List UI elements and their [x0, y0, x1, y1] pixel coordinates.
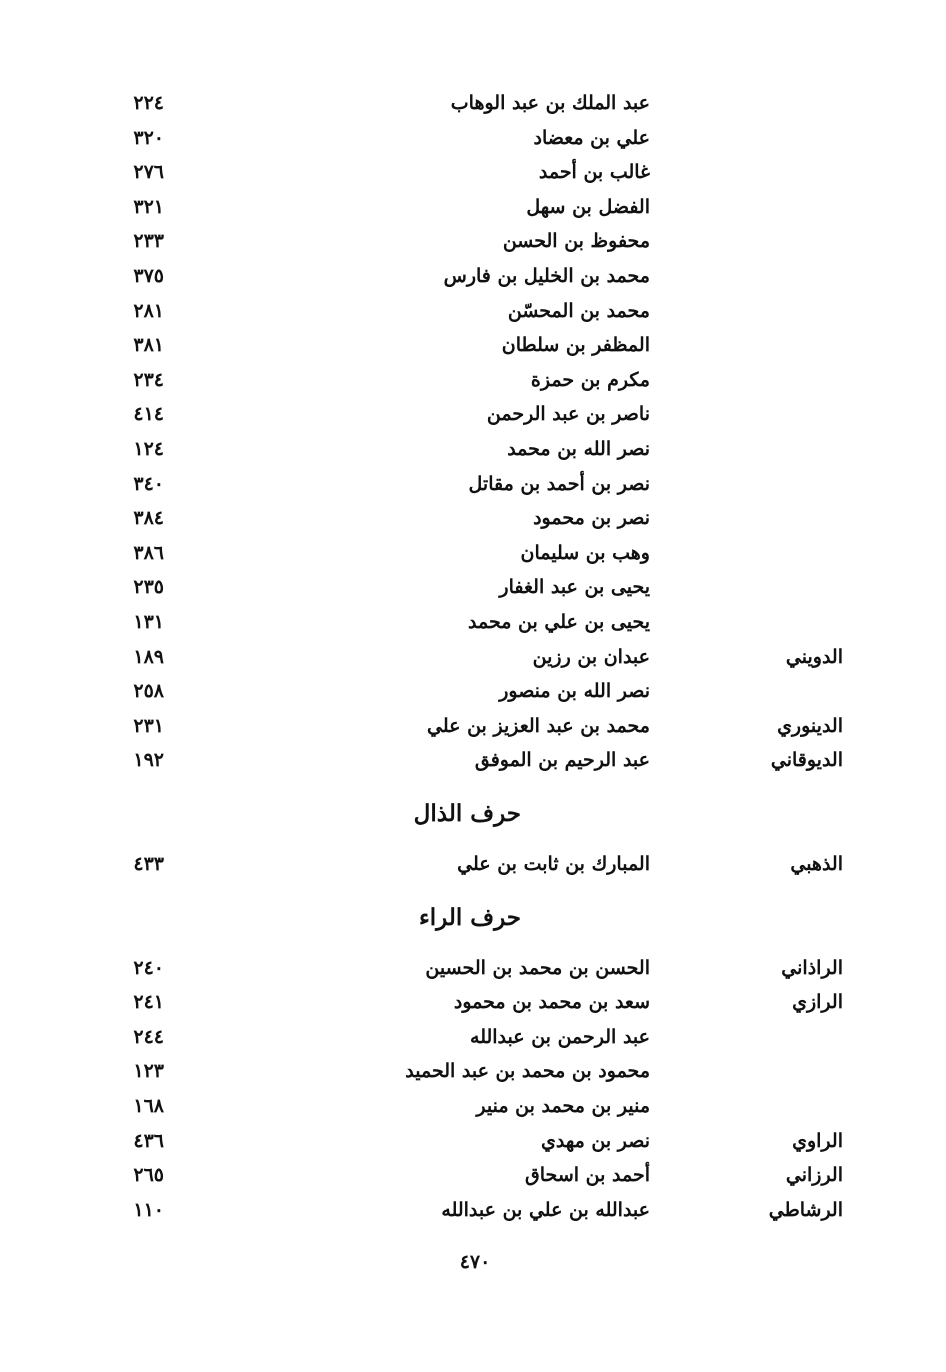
- index-entry: [0, 951, 946, 985]
- entry-name: نصر بن محمود: [533, 507, 650, 529]
- entry-page-number: ٢٣٣: [133, 230, 164, 252]
- index-entry: [0, 743, 946, 777]
- index-entry: [0, 985, 946, 1019]
- entry-name: الحسن بن محمد بن الحسين: [425, 957, 650, 979]
- section-heading: حرف الذال: [413, 800, 521, 827]
- entry-nisba: الذهبي: [790, 853, 843, 875]
- index-entry: [0, 605, 946, 639]
- index-entry: [0, 294, 946, 328]
- index-entry: [0, 190, 946, 224]
- entry-name: وهب بن سليمان: [520, 542, 650, 564]
- entry-nisba: الراوي: [792, 1130, 843, 1152]
- index-entry: [0, 397, 946, 431]
- entry-page-number: ٤٣٣: [133, 853, 164, 875]
- index-entry: [0, 1054, 946, 1088]
- entry-nisba: الراذاني: [781, 957, 843, 979]
- entry-name: عبد الملك بن عبد الوهاب: [450, 92, 650, 114]
- index-entry: [0, 1020, 946, 1054]
- entry-page-number: ٢٢٤: [133, 92, 164, 114]
- index-entry: [0, 847, 946, 881]
- entry-page-number: ٣٨٤: [133, 507, 164, 529]
- entry-page-number: ١٣١: [133, 611, 164, 633]
- index-entry: [0, 432, 946, 466]
- entry-name: محمد بن الخليل بن فارس: [443, 265, 650, 287]
- entry-name: نصر بن مهدي: [540, 1130, 650, 1152]
- entry-name: ناصر بن عبد الرحمن: [486, 403, 650, 425]
- entry-name: أحمد بن اسحاق: [525, 1164, 650, 1186]
- entry-page-number: ٢٥٨: [133, 680, 164, 702]
- index-entry: [0, 363, 946, 397]
- index-entry: [0, 86, 946, 120]
- entry-page-number: ١٨٩: [133, 646, 164, 668]
- entry-name: غالب بن أحمد: [538, 161, 650, 183]
- entry-page-number: ٢٤١: [133, 991, 164, 1013]
- entry-page-number: ١٢٤: [133, 438, 164, 460]
- entry-page-number: ١٦٨: [133, 1095, 164, 1117]
- entry-nisba: الرزاني: [785, 1164, 843, 1186]
- entry-name: محفوظ بن الحسن: [502, 230, 650, 252]
- index-entry: [0, 536, 946, 570]
- entry-name: عبدان بن رزين: [532, 646, 650, 668]
- entry-page-number: ٢٧٦: [133, 161, 164, 183]
- entry-nisba: الرشاطي: [768, 1199, 843, 1221]
- entry-page-number: ٢٨١: [133, 300, 164, 322]
- index-entry: [0, 1124, 946, 1158]
- entry-page-number: ٣٧٥: [133, 265, 164, 287]
- index-entry: [0, 570, 946, 604]
- section-heading: حرف الراء: [418, 904, 521, 931]
- entry-name: علي بن معضاد: [533, 127, 650, 149]
- entry-name: محمد بن عبد العزيز بن علي: [427, 715, 650, 737]
- entry-name: الفضل بن سهل: [526, 196, 650, 218]
- entry-name: محمود بن محمد بن عبد الحميد: [405, 1060, 650, 1082]
- entry-nisba: الرازي: [792, 991, 843, 1013]
- index-entry: [0, 501, 946, 535]
- index-entry: [0, 640, 946, 674]
- entry-name: المبارك بن ثابت بن علي: [457, 853, 650, 875]
- entry-page-number: ٣٤٠: [133, 473, 164, 495]
- entry-page-number: ٤١٤: [133, 403, 164, 425]
- entry-page-number: ١١٠: [133, 1199, 164, 1221]
- index-entry: [0, 1158, 946, 1192]
- entry-page-number: ٢٤٤: [133, 1026, 164, 1048]
- entry-page-number: ٢٣٥: [133, 576, 164, 598]
- index-entry: [0, 224, 946, 258]
- index-entry: [0, 709, 946, 743]
- entry-page-number: ٢٣٤: [133, 369, 164, 391]
- entry-page-number: ٣٢٠: [133, 127, 164, 149]
- entry-page-number: ٢٦٥: [133, 1164, 164, 1186]
- entry-page-number: ١٢٣: [133, 1060, 164, 1082]
- index-entry: [0, 467, 946, 501]
- entry-nisba: الدينوري: [777, 715, 843, 737]
- entry-page-number: ٢٤٠: [133, 957, 164, 979]
- entry-name: محمد بن المحسّن: [507, 300, 650, 322]
- entry-nisba: الديوقاني: [770, 749, 843, 771]
- entry-name: عبد الرحمن بن عبدالله: [470, 1026, 650, 1048]
- index-entry: [0, 674, 946, 708]
- entry-page-number: ٣٢١: [133, 196, 164, 218]
- entry-nisba: الدويني: [785, 646, 843, 668]
- entry-name: يحيى بن علي بن محمد: [468, 611, 650, 633]
- entry-name: نصر الله بن منصور: [499, 680, 650, 702]
- index-entry: [0, 328, 946, 362]
- entry-name: عبد الرحيم بن الموفق: [474, 749, 650, 771]
- index-entry: [0, 1193, 946, 1227]
- index-entry: [0, 1089, 946, 1123]
- entry-name: عبدالله بن علي بن عبدالله: [441, 1199, 650, 1221]
- entry-page-number: ٣٨١: [133, 334, 164, 356]
- entry-name: يحيى بن عبد الغفار: [499, 576, 650, 598]
- entry-name: منير بن محمد بن منير: [476, 1095, 650, 1117]
- entry-name: نصر الله بن محمد: [507, 438, 650, 460]
- entry-name: سعد بن محمد بن محمود: [453, 991, 650, 1013]
- entry-page-number: ٢٣١: [133, 715, 164, 737]
- entry-page-number: ١٩٢: [133, 749, 164, 771]
- entry-name: نصر بن أحمد بن مقاتل: [468, 473, 650, 495]
- entry-page-number: ٣٨٦: [133, 542, 164, 564]
- entry-page-number: ٤٣٦: [133, 1130, 164, 1152]
- index-entry: [0, 155, 946, 189]
- index-entry: [0, 259, 946, 293]
- entry-name: المظفر بن سلطان: [501, 334, 650, 356]
- index-entry: [0, 121, 946, 155]
- page-number: ٤٧٠: [459, 1251, 491, 1273]
- entry-name: مكرم بن حمزة: [530, 369, 650, 391]
